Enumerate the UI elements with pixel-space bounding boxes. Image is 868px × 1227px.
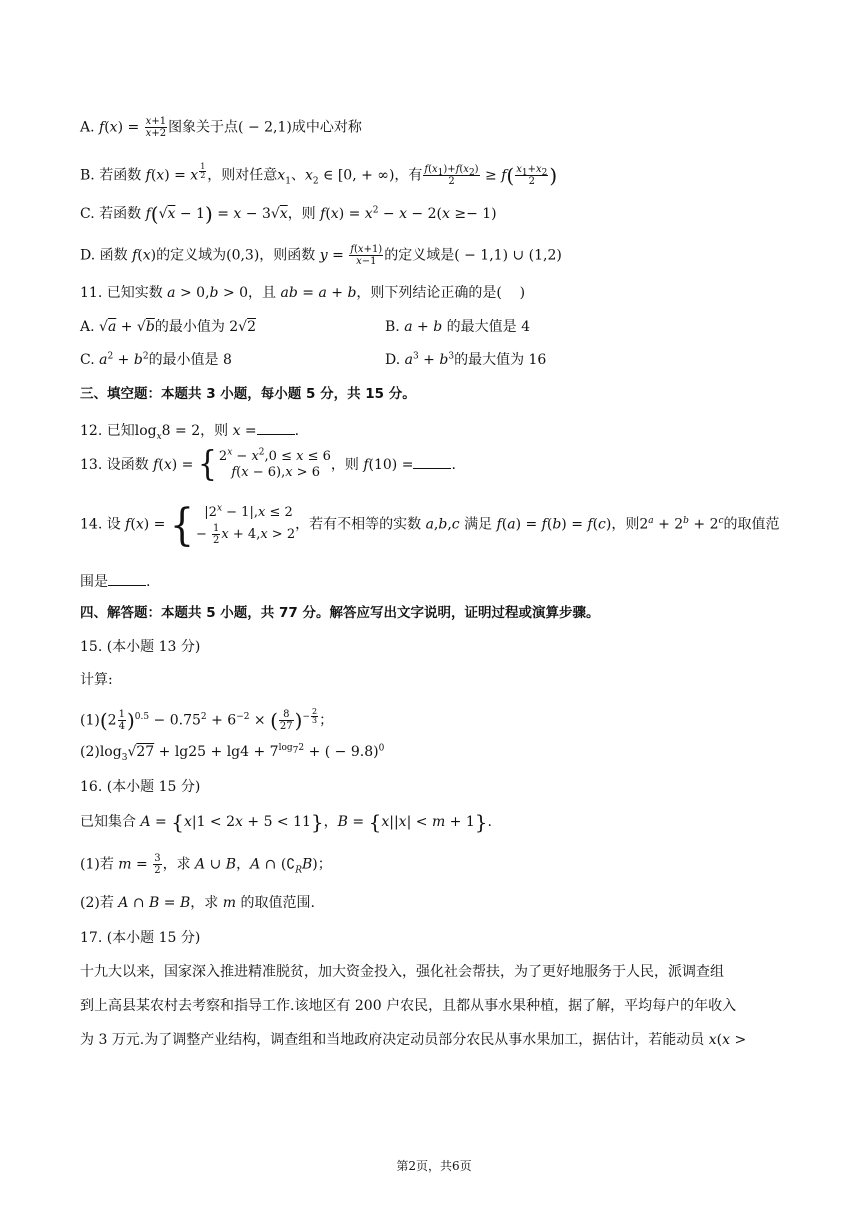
q14-line2: 围是 . [80, 571, 150, 592]
q15-part2: $(2)\log_3√27 + \lg 25 + \lg 4 + 7^{log_72}$ + ( − 9.8)$^0$ [80, 743, 385, 763]
q11-option-d: D. $a^3 + b^3$的最大值为 16 [385, 351, 547, 368]
q10-option-c: C. 若函数 f(√x − 1) = x − 3√x，则 $f(x) = x^2 - x - 2(x \ge- 1)$ [80, 202, 497, 226]
q17-line3: 为 3 万元.为了调整产业结构，调查组和当地政府决定动员部分农民从事水果加工，据估计，若能动员 x(x > [80, 1032, 747, 1048]
q17-line2: 到上高县某农村去考察和指导工作.该地区有 200 户农民，且都从事水果种植，据了解，平均每户的年收入 [80, 998, 737, 1014]
q11-option-a: A. √a + √b的最小值为 2√2 [80, 319, 257, 335]
q12: 12. 已知$\log_x8 = 2$，则 x = . [80, 420, 299, 441]
q10-option-b: B. 若函数 f(x) = x $^{\frac{1}{2}}$ ，则对任意$x_1$、$x_2$ ∈ [0, + ∞)，有 $\frac{f(x_1)+f(x_2)}{2}$ ≥ f( $\frac{x_1+x_2}{2}$ ) [80, 162, 558, 188]
section-3-heading: 三、填空题：本题共 3 小题，每小题 5 分，共 15 分。 [80, 386, 416, 402]
q10-option-d: D. 函数 f(x)的定义域为(0,3)，则函数 y = $\frac{f(x+1)}{x-1}$ 的定义域是( − 1,1) ∪ (1,2) [80, 244, 562, 267]
q16-head: 16. (本小题 15 分) [80, 779, 201, 795]
q16-part1: (1)若 m = $\frac{3}{2}$ ，求 A ∪ B，A ∩ $(∁_RB)$； [80, 853, 332, 876]
answer-blank [108, 571, 146, 586]
q15-part1: (1)(2 $\frac{1}{4}$ )$^{0.5} - 0.75^2 + 6^{-2}$ × ( $\frac{8}{27}$ )$^{- \frac{2}{3}}$ ； [80, 707, 334, 733]
q13: 13. 设函数 f(x) = { $2^x - x^2,0 \le x \le 6$ f(x − 6),x > 6 ，则 f(10) = . [80, 444, 456, 485]
page-footer: 第2页，共6页 [396, 1159, 472, 1173]
answer-blank [413, 454, 451, 469]
q16-stem: 已知集合 A = {x|1 < 2x + 5 < 11}，B = {x||x| < m + 1}. [80, 810, 492, 834]
q15-head: 15. (本小题 13 分) [80, 639, 201, 655]
q11-stem: 11. 已知实数 a > 0,b > 0，且 ab = a + b，则下列结论正确的是( ) [80, 285, 526, 301]
q17-head: 17. (本小题 15 分) [80, 930, 201, 946]
q10-option-a: A. f(x) = $\frac{x+1}{x+2}$ 图象关于点( − 2,1)成中心对称 [80, 116, 362, 139]
section-4-heading: 四、解答题：本题共 5 小题，共 77 分。解答应写出文字说明，证明过程或演算步骤。 [80, 605, 600, 621]
q11-option-c: C. $a^2 + b^2$的最小值是 8 [80, 351, 232, 368]
answer-blank [257, 420, 295, 435]
q16-part2: (2)若 A ∩ B = B，求 m 的取值范围. [80, 895, 315, 911]
q17-line1: 十九大以来，国家深入推进精准脱贫，加大资金投入，强化社会帮扶，为了更好地服务于人民，派调查组 [80, 964, 724, 980]
q15-intro: 计算: [80, 672, 113, 688]
q14-line1: 14. 设 f(x) = { $|2^x - 1|,x \le 2$ − $\frac{1}{2}$ x + 4,x > 2，若有不相等的实数 a,b,c 满足 f(a) = f(b) = f(c)，则$2^a + 2^b + 2^c$的取值范 [80, 499, 780, 550]
q11-option-b: B. a + b 的最大值是 4 [385, 319, 530, 335]
